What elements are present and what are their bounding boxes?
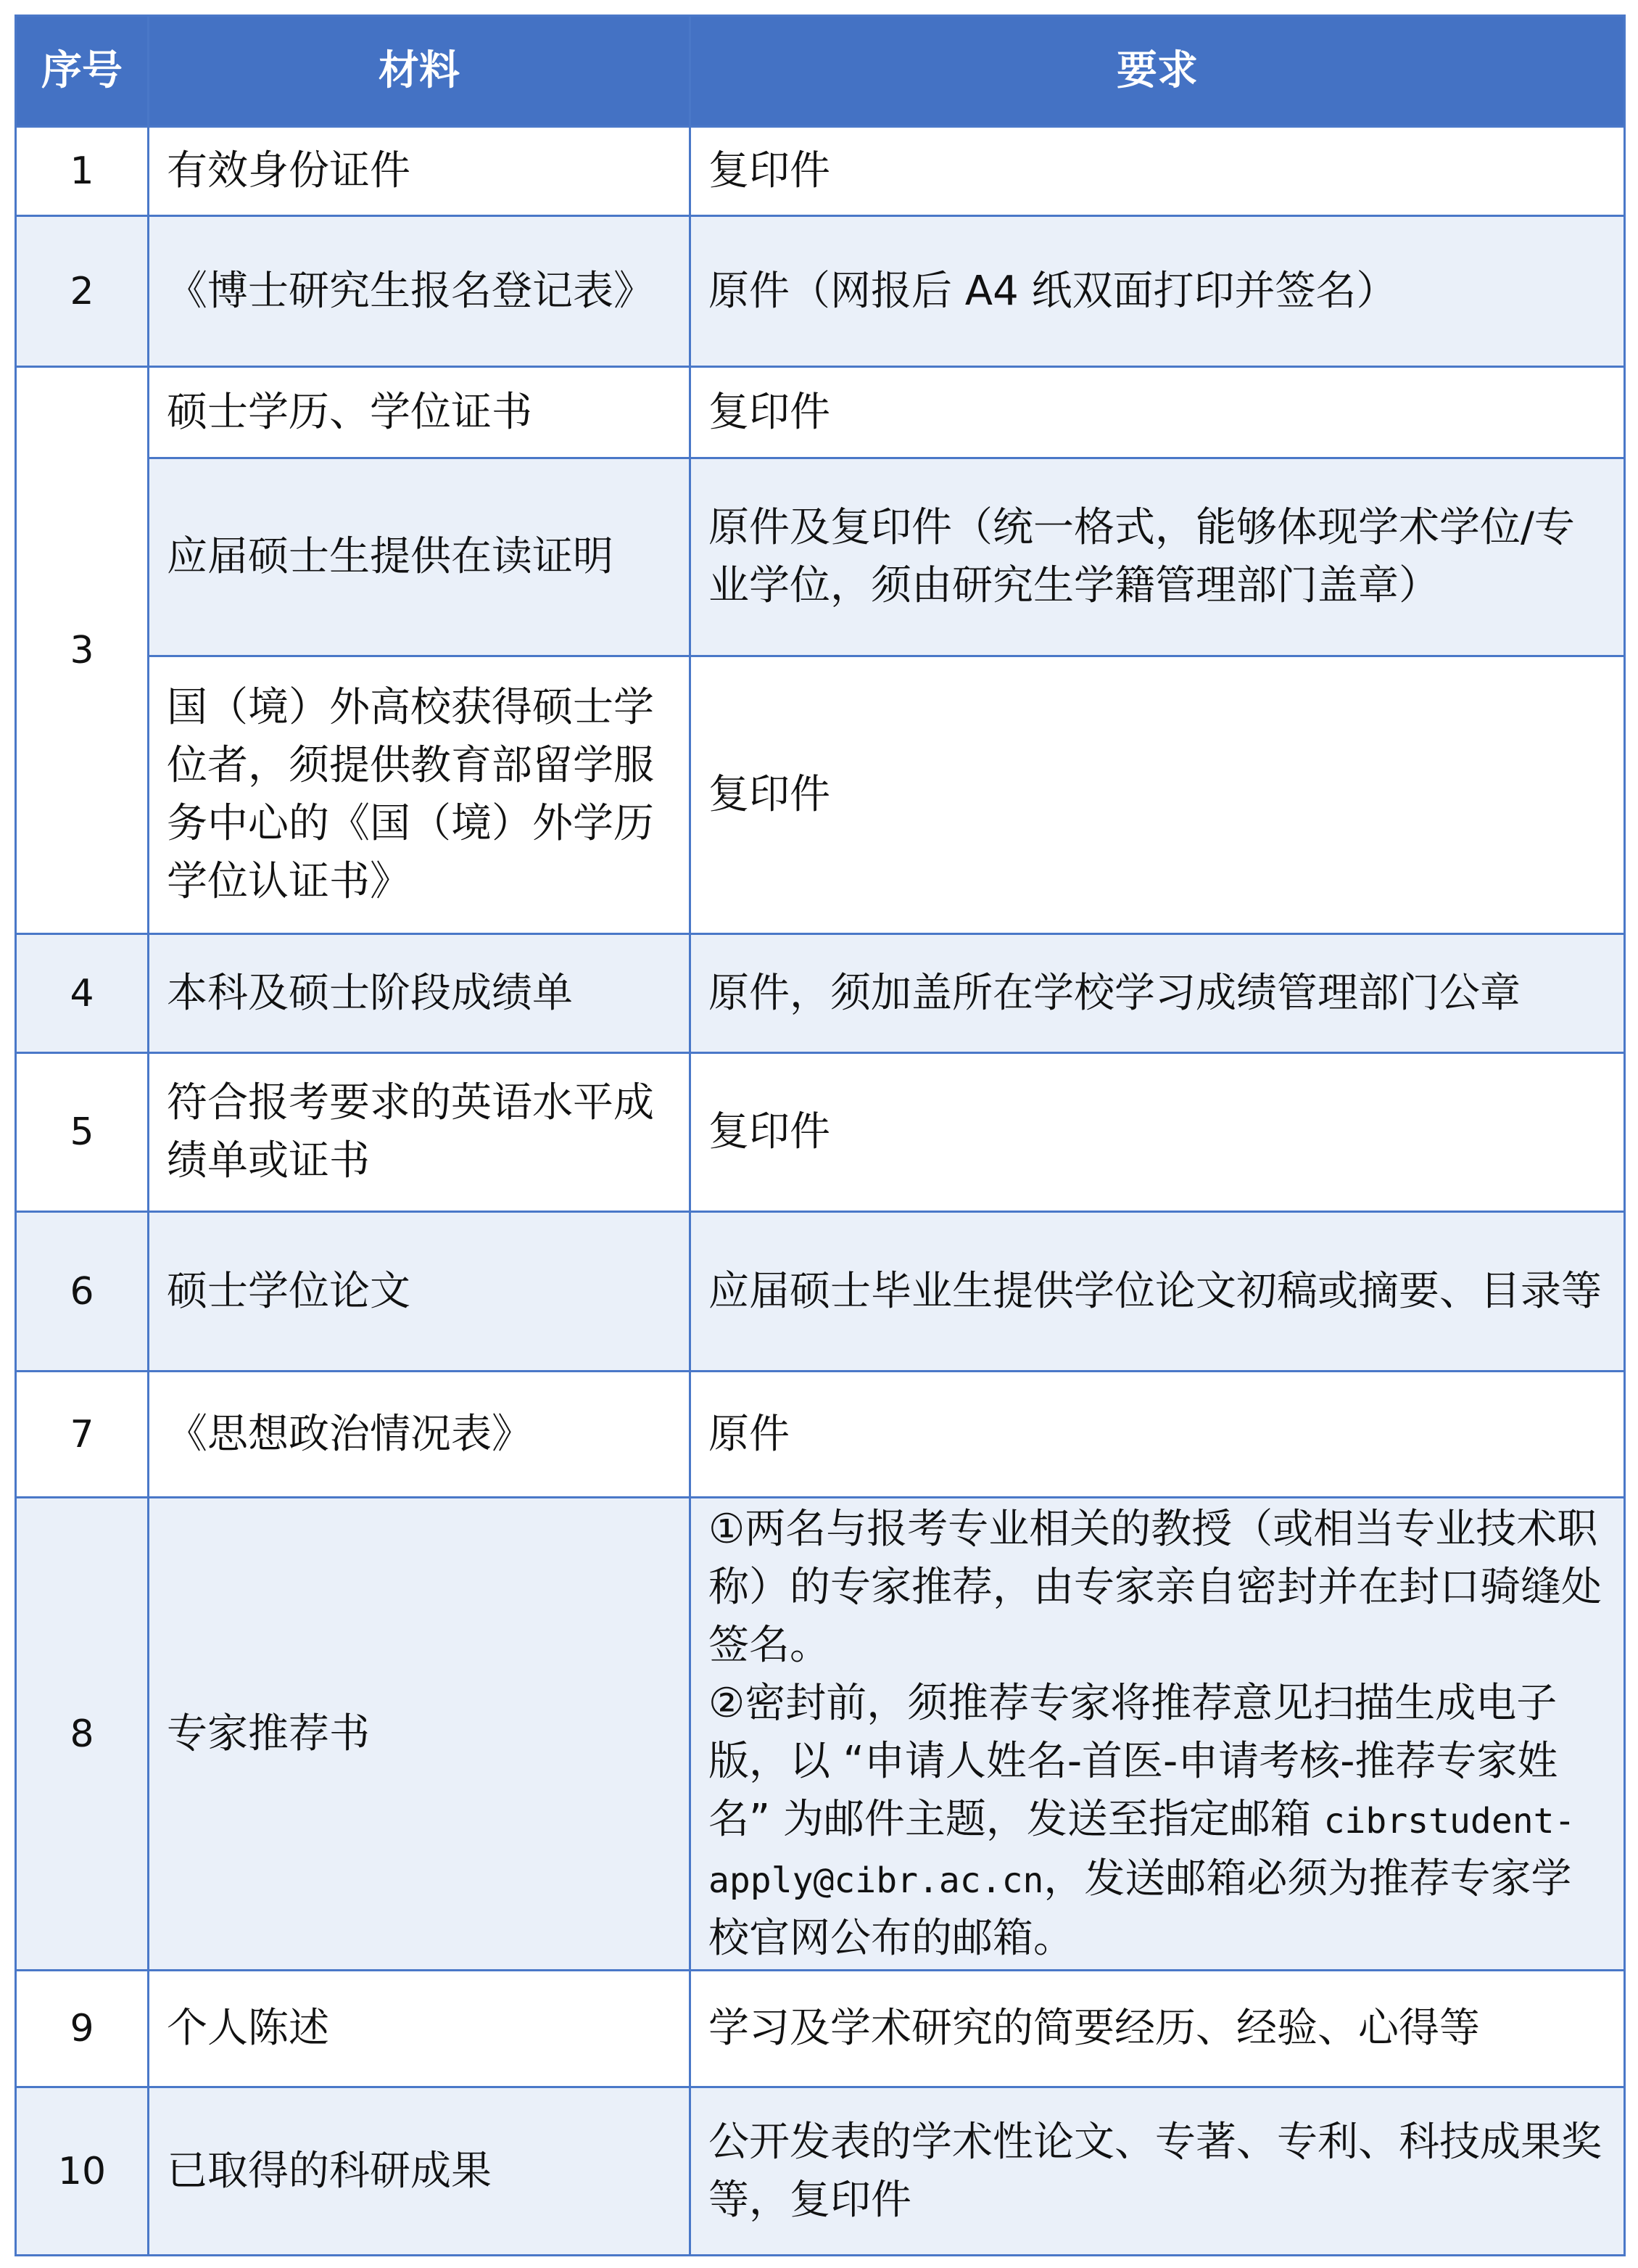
recommendation-requirement-1: ①两名与报考专业相关的教授（或相当专业技术职称）的专家推荐，由专家亲自密封并在封口骑缝处签名。 [708, 1505, 1602, 1669]
row-number: 10 [16, 2087, 149, 2256]
row-number: 8 [16, 1498, 149, 1971]
row-number: 9 [16, 1971, 149, 2087]
requirement-cell: 原件（网报后 A4 纸双面打印并签名） [690, 216, 1625, 367]
row-number: 6 [16, 1212, 149, 1372]
table-row [16, 2087, 1625, 2256]
material-cell: 有效身份证件 [149, 127, 690, 216]
header-number: 序号 [16, 16, 149, 127]
table-row [16, 1498, 1625, 1971]
material-cell: 个人陈述 [149, 1971, 690, 2087]
requirement-cell: 复印件 [690, 656, 1625, 934]
requirement-cell: 原件及复印件（统一格式，能够体现学术学位/专业学位，须由研究生学籍管理部门盖章） [690, 458, 1625, 656]
recommendation-email: cibrstudent-apply@cibr.ac.cn [708, 1800, 1576, 1901]
row-number: 2 [16, 216, 149, 367]
table-row [16, 367, 1625, 458]
table-row [16, 1372, 1625, 1498]
recommendation-requirement-2 [708, 1675, 1606, 1968]
header-requirement: 要求 [690, 16, 1625, 127]
row-number: 4 [16, 934, 149, 1053]
material-cell: 符合报考要求的英语水平成绩单或证书 [149, 1053, 690, 1212]
header-material: 材料 [149, 16, 690, 127]
requirement-cell: 学习及学术研究的简要经历、经验、心得等 [690, 1971, 1625, 2087]
material-cell: 本科及硕士阶段成绩单 [149, 934, 690, 1053]
row-number: 3 [16, 367, 149, 934]
material-cell: 已取得的科研成果 [149, 2087, 690, 2256]
requirement-cell: 复印件 [690, 1053, 1625, 1212]
material-cell: 专家推荐书 [149, 1498, 690, 1971]
table-row [16, 216, 1625, 367]
row-number: 5 [16, 1053, 149, 1212]
table-row [16, 934, 1625, 1053]
material-cell: 国（境）外高校获得硕士学位者，须提供教育部留学服务中心的《国（境）外学历学位认证书》 [149, 656, 690, 934]
requirement-cell: 复印件 [690, 367, 1625, 458]
row-number: 7 [16, 1372, 149, 1498]
materials-table [15, 15, 1626, 2256]
requirement-cell: 复印件 [690, 127, 1625, 216]
material-cell: 硕士学历、学位证书 [149, 367, 690, 458]
table-row [16, 656, 1625, 934]
recommendation-requirement-3-text: ，发送邮箱必须为推荐专家学校官网公布的邮箱。 [708, 1855, 1572, 1962]
table-row [16, 1971, 1625, 2087]
recommendation-requirement-2-text: ②密封前，须推荐专家将推荐意见扫描生成电子版，以 “申请人姓名-首医-申请考核-推荐专家姓名” 为邮件主题，发送至指定邮箱 [708, 1679, 1558, 1843]
requirement-cell: 应届硕士毕业生提供学位论文初稿或摘要、目录等 [690, 1212, 1625, 1372]
requirement-cell [690, 1498, 1625, 1971]
table-row [16, 458, 1625, 656]
table-header-row [16, 16, 1625, 127]
requirement-cell: 公开发表的学术性论文、专著、专利、科技成果奖等，复印件 [690, 2087, 1625, 2256]
material-cell: 《博士研究生报名登记表》 [149, 216, 690, 367]
table-row [16, 127, 1625, 216]
table-row [16, 1212, 1625, 1372]
row-number: 1 [16, 127, 149, 216]
table-row [16, 1053, 1625, 1212]
requirement-cell: 原件 [690, 1372, 1625, 1498]
material-cell: 硕士学位论文 [149, 1212, 690, 1372]
material-cell: 应届硕士生提供在读证明 [149, 458, 690, 656]
requirement-cell: 原件，须加盖所在学校学习成绩管理部门公章 [690, 934, 1625, 1053]
material-cell: 《思想政治情况表》 [149, 1372, 690, 1498]
